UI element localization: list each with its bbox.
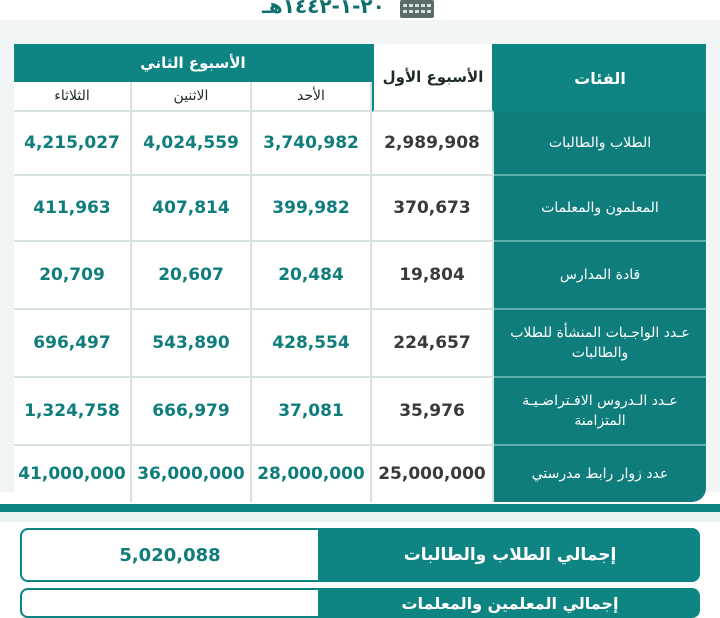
row-2-category	[494, 176, 706, 242]
row-2-week1	[372, 176, 494, 242]
value: 411,963	[33, 198, 111, 218]
total-students-box	[20, 528, 700, 582]
value: 1,324,758	[24, 401, 120, 421]
row-1-sunday	[252, 112, 372, 176]
value: 543,890	[152, 333, 230, 353]
header-monday-label: الاثنين	[173, 88, 209, 104]
value: 407,814	[152, 198, 230, 218]
value: 696,497	[33, 333, 111, 353]
report-date: ٢٠-١-١٤٤٢هـ	[262, 0, 385, 18]
row-6-category	[494, 446, 706, 502]
stats-table	[14, 44, 706, 502]
value: 666,979	[152, 401, 230, 421]
header-categories	[494, 44, 706, 112]
value: 19,804	[399, 265, 465, 285]
row-4-category	[494, 310, 706, 378]
row-1-tuesday	[14, 112, 132, 176]
category-label: قادة المدارس	[559, 267, 641, 283]
header-week2	[14, 44, 372, 82]
value: 36,000,000	[137, 464, 245, 484]
row-6-monday	[132, 446, 252, 502]
category-label: عدد زوار رابط مدرستي	[531, 466, 669, 482]
row-6-week1	[372, 446, 494, 502]
header-sunday	[252, 82, 372, 112]
value: 2,989,908	[384, 133, 480, 153]
header-categories-label: الفئات	[574, 68, 626, 88]
row-1-category	[494, 112, 706, 176]
row-3-tuesday	[14, 242, 132, 310]
row-3-monday	[132, 242, 252, 310]
value: 370,673	[393, 198, 471, 218]
row-5-week1	[372, 378, 494, 446]
row-4-monday	[132, 310, 252, 378]
section-divider-light	[0, 512, 720, 522]
value: 25,000,000	[378, 464, 486, 484]
value: 28,000,000	[257, 464, 365, 484]
value: 37,081	[278, 401, 344, 421]
category-label: عـدد الواجـبات المنشأة للطلاب والطالبات	[510, 325, 690, 361]
value: 4,024,559	[143, 133, 239, 153]
total-teachers-label: إجمالي المعلمين والمعلمات	[401, 593, 619, 613]
value: 428,554	[272, 333, 350, 353]
total-teachers-value	[20, 588, 320, 618]
section-divider	[0, 504, 720, 512]
row-3-category	[494, 242, 706, 310]
category-label: الطلاب والطالبات	[548, 135, 652, 151]
row-4-sunday	[252, 310, 372, 378]
total-students-value: 5,020,088	[20, 528, 320, 582]
row-3-sunday	[252, 242, 372, 310]
header-tuesday-label: الثلاثاء	[54, 88, 90, 104]
total-teachers-box	[20, 588, 700, 618]
row-1-monday	[132, 112, 252, 176]
value: 20,709	[39, 265, 105, 285]
row-6-tuesday	[14, 446, 132, 502]
row-4-week1	[372, 310, 494, 378]
table-frame	[0, 20, 720, 492]
value: 20,484	[278, 265, 344, 285]
total-students-label: إجمالي الطلاب والطالبات	[403, 545, 617, 565]
row-5-tuesday	[14, 378, 132, 446]
row-4-tuesday	[14, 310, 132, 378]
category-label: المعلمون والمعلمات	[541, 200, 659, 216]
category-label: عـدد الـدروس الافـتراضـيـة المتزامنة	[522, 393, 678, 429]
header-week2-label: الأسبوع الثاني	[140, 54, 246, 72]
header-tuesday	[14, 82, 132, 112]
value: 41,000,000	[18, 464, 126, 484]
row-3-week1	[372, 242, 494, 310]
row-2-sunday	[252, 176, 372, 242]
row-2-tuesday	[14, 176, 132, 242]
header-week1	[372, 44, 494, 112]
row-5-category	[494, 378, 706, 446]
header-week1-label: الأسبوع الأول	[382, 68, 484, 86]
value: 4,215,027	[24, 133, 120, 153]
value: 20,607	[158, 265, 224, 285]
value: 399,982	[272, 198, 350, 218]
header-monday	[132, 82, 252, 112]
row-5-sunday	[252, 378, 372, 446]
calendar-icon	[400, 0, 434, 22]
row-2-monday	[132, 176, 252, 242]
row-6-sunday	[252, 446, 372, 502]
row-5-monday	[132, 378, 252, 446]
row-1-week1	[372, 112, 494, 176]
value: 35,976	[399, 401, 465, 421]
value: 3,740,982	[263, 133, 359, 153]
header-sunday-label: الأحد	[297, 88, 325, 104]
header-bar	[0, 0, 720, 22]
value: 224,657	[393, 333, 471, 353]
